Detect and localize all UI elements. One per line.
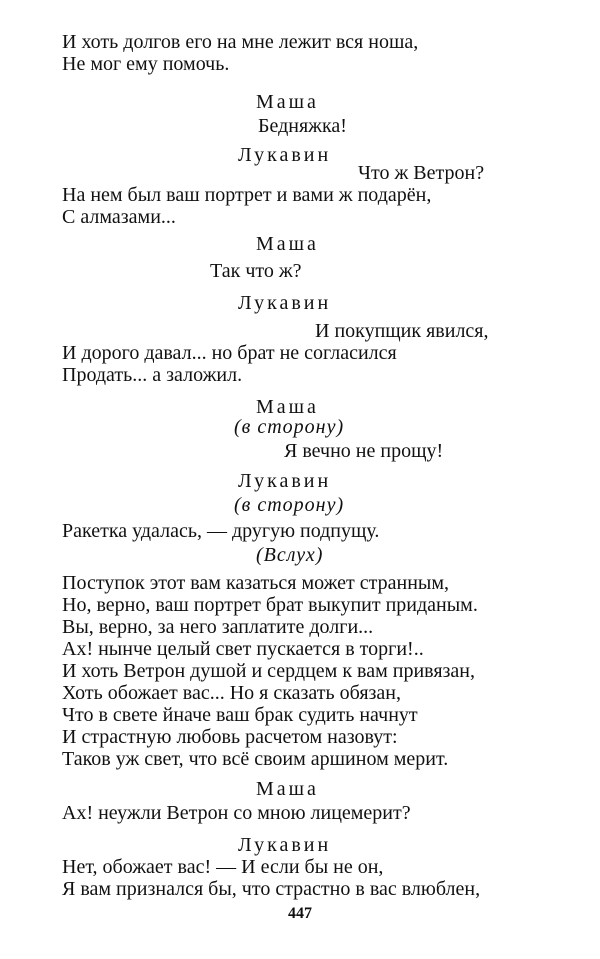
verse-line: Что в свете йначе ваш брак судить начнут: [62, 704, 418, 726]
stage-direction: (Вслух): [256, 544, 324, 566]
verse-line: Я вам признался бы, что страстно в вас влюблен,: [62, 878, 481, 900]
verse-line: На нем был ваш портрет и вами ж подарён,: [62, 184, 432, 206]
verse-line: Что ж Ветрон?: [358, 162, 485, 184]
verse-line: Вы, верно, за него заплатите долги...: [62, 616, 374, 638]
verse-line: Бедняжка!: [258, 115, 347, 137]
speaker-name: Маша: [256, 778, 319, 800]
speaker-name: Маша: [256, 91, 319, 113]
page-number: 447: [288, 905, 312, 922]
verse-line: Так что ж?: [210, 260, 302, 282]
verse-line: И хоть Ветрон душой и сердцем к вам привязан,: [62, 660, 476, 682]
verse-line: Ах! нынче целый свет пускается в торги!..: [62, 638, 424, 660]
speaker-name: Лукавин: [238, 144, 332, 166]
verse-line: И страстную любовь расчетом назовут:: [62, 726, 398, 748]
speaker-name: Маша: [256, 233, 319, 255]
verse-line: Нет, обожает вас! — И если бы не он,: [62, 856, 384, 878]
stage-direction: (в сторону): [234, 494, 345, 516]
verse-line: Хоть обожает вас... Но я сказать обязан,: [62, 682, 401, 704]
verse-line: И хоть долгов его на мне лежит вся ноша,: [62, 31, 419, 53]
speaker-name: Лукавин: [238, 292, 332, 314]
speaker-name: Лукавин: [238, 470, 332, 492]
verse-line: И покупщик явился,: [315, 320, 489, 342]
verse-line: Ах! неужли Ветрон со мною лицемерит?: [62, 802, 411, 824]
verse-line: Не мог ему помочь.: [62, 53, 230, 75]
verse-line: Таков уж свет, что всё своим аршином мерит.: [62, 748, 449, 770]
speaker-name: Лукавин: [238, 834, 332, 856]
verse-line: С алмазами...: [62, 206, 176, 228]
verse-line: Я вечно не прощу!: [284, 440, 444, 462]
verse-line: Продать... а заложил.: [62, 364, 243, 386]
verse-line: И дорого давал... но брат не согласился: [62, 342, 397, 364]
verse-line: Ракетка удалась, — другую подпущу.: [62, 520, 380, 542]
stage-direction: (в сторону): [234, 416, 345, 438]
verse-line: Но, верно, ваш портрет брат выкупит приданым.: [62, 594, 478, 616]
verse-line: Поступок этот вам казаться может странным,: [62, 572, 450, 594]
speaker-name: Маша: [256, 396, 319, 418]
